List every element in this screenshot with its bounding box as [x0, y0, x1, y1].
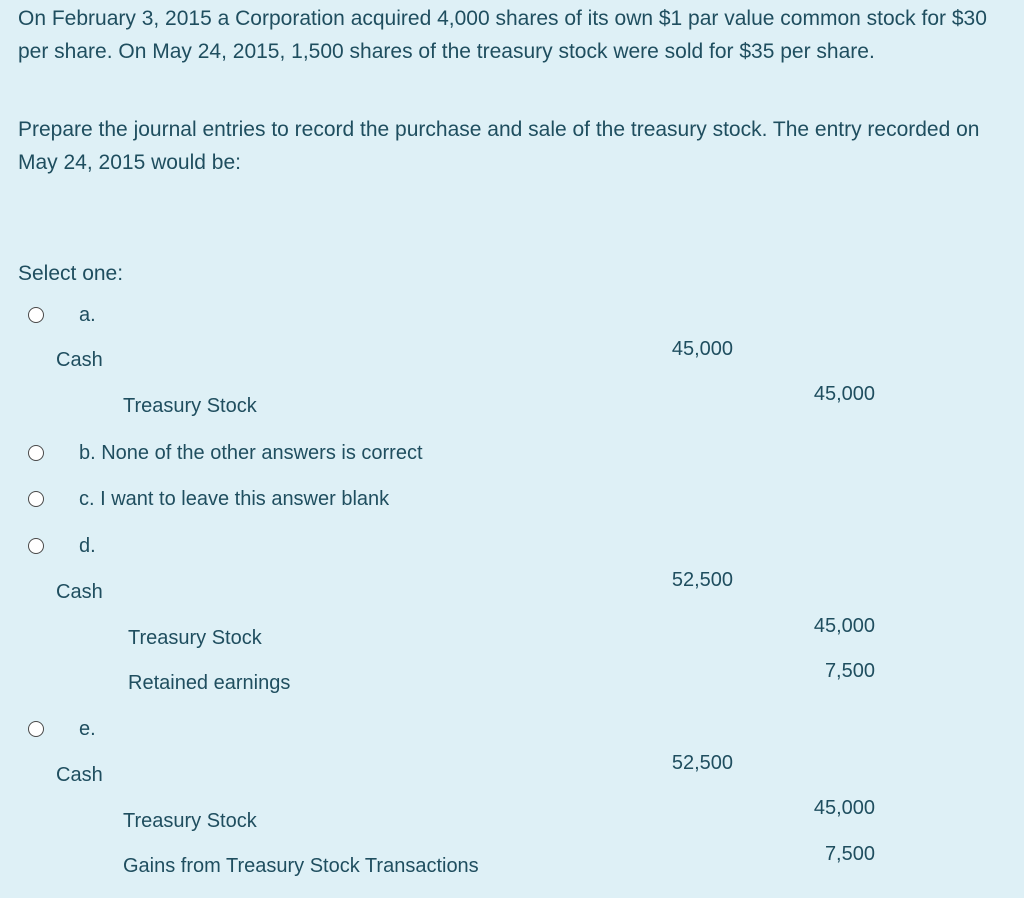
radio-b[interactable]: [28, 445, 44, 461]
radio-c[interactable]: [28, 491, 44, 507]
option-d-credit-account-2: Retained earnings: [128, 672, 291, 694]
option-d-credit-amount-2: 7,500: [824, 660, 875, 682]
option-e-credit-amount-1: 45,000: [813, 797, 875, 819]
radio-e[interactable]: [28, 721, 44, 737]
option-e-letter: e.: [79, 718, 96, 740]
option-e-credit-account-2: Gains from Treasury Stock Transactions: [123, 855, 479, 877]
option-e-debit-account: Cash: [56, 764, 103, 786]
radio-d[interactable]: [28, 538, 44, 554]
option-e-debit-amount: 52,500: [671, 752, 733, 774]
option-e-credit-amount-2: 7,500: [824, 843, 875, 865]
option-d-credit-amount-1: 45,000: [813, 615, 875, 637]
option-d-credit-account-1: Treasury Stock: [128, 627, 262, 649]
option-a-credit-amount: 45,000: [813, 383, 875, 405]
option-a-credit-account: Treasury Stock: [123, 395, 257, 417]
question-paragraph-2: Prepare the journal entries to record the purchase and sale of the treasury stock. The entry recorded on May 24, 2015 would be:: [18, 118, 980, 174]
option-b-label: b. None of the other answers is correct: [79, 442, 423, 464]
option-a-debit-account: Cash: [56, 349, 103, 371]
question-paragraph-1: On February 3, 2015 a Corporation acquired 4,000 shares of its own $1 par value common stock for $30 per share. On May 24, 2015, 1,500 shares of the treasury stock were sold for $35 per share.: [18, 7, 987, 63]
radio-a[interactable]: [28, 307, 44, 323]
select-one-label: Select one:: [18, 262, 124, 285]
option-d-debit-account: Cash: [56, 581, 103, 603]
option-a-letter: a.: [79, 304, 96, 326]
option-c-label: c. I want to leave this answer blank: [79, 488, 390, 510]
option-a-debit-amount: 45,000: [671, 338, 733, 360]
option-e-credit-account-1: Treasury Stock: [123, 810, 257, 832]
option-d-debit-amount: 52,500: [671, 569, 733, 591]
option-d-letter: d.: [79, 535, 96, 557]
